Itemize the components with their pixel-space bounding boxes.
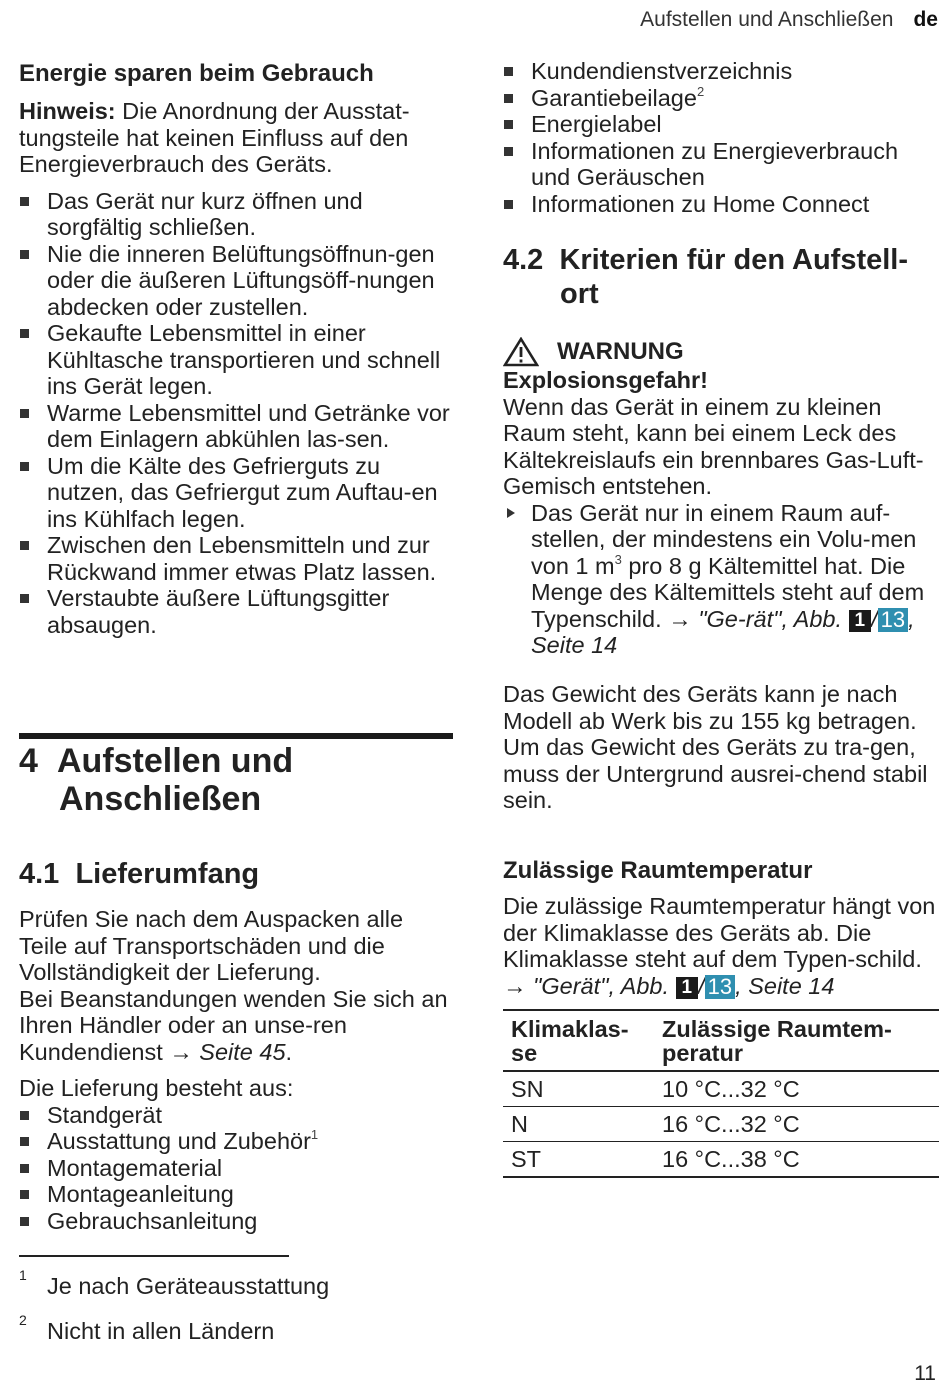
item-text: Montagematerial xyxy=(47,1154,223,1181)
warning-label: WARNUNG xyxy=(557,337,684,365)
list-item: Um die Kälte des Gefrierguts zu nutzen, das Gefriergut zum Auftau-en ins Kühlfach legen. xyxy=(19,453,455,533)
running-header xyxy=(640,8,938,32)
reference-text: "Gerät", Abb. xyxy=(533,972,676,999)
table-cell: SN xyxy=(511,1076,544,1102)
table-cell: 16 °C...32 °C xyxy=(662,1111,800,1137)
delivery-para2 xyxy=(19,986,455,1066)
list-item: Zwischen den Lebensmitteln und zur Rückwand immer etwas Platz lassen. xyxy=(19,532,455,585)
table-row xyxy=(503,1107,939,1142)
energy-heading: Energie sparen beim Gebrauch xyxy=(19,60,374,87)
weight-para2: Um das Gewicht des Geräts zu tra-gen, muss der Untergrund ausrei-chend stabil sein. xyxy=(503,734,928,813)
warning-text: Wenn das Gerät in einem zu kleinen Raum steht, kann bei einem Leck des Kältekreislaufs ein brennbares Gas-Luft-Gemisch entstehen. xyxy=(503,393,924,499)
warning-subtitle: Explosionsgefahr! xyxy=(503,367,709,393)
table-header-row xyxy=(503,1010,939,1071)
item-text: Kundendienstverzeichnis xyxy=(531,58,793,84)
figure-item-badge: 13 xyxy=(705,975,735,999)
room-temp-body: Die zulässige Raumtemperatur hängt von der Klimaklasse des Geräts ab. Die Klimaklasse steht auf dem Typen-schild. xyxy=(503,893,936,972)
table-cell: ST xyxy=(511,1146,542,1172)
page-number: 11 xyxy=(914,1362,936,1385)
para2-end: . xyxy=(285,1038,293,1065)
footnote-rule xyxy=(19,1255,289,1257)
item-text: Garantiebeilage xyxy=(531,84,697,111)
footnote-marker: 2 xyxy=(696,83,705,99)
arrow-icon: → xyxy=(668,605,692,632)
reference-page: , Seite 14 xyxy=(735,972,835,999)
action-text: pro 8 g Kältemittel hat. Die Menge des Kältemittels steht auf dem Typenschild. xyxy=(531,552,925,632)
delivery-section xyxy=(19,906,455,1234)
delivery-para1: Prüfen Sie nach dem Auspacken alle Teile auf Transportschäden und die Vollständigkeit der Lieferung. xyxy=(19,906,404,985)
item-text: Informationen zu Energieverbrauch und Geräuschen xyxy=(531,137,899,190)
section-title-line1: Kriterien für den Aufstell- xyxy=(559,244,909,276)
warning-title xyxy=(503,337,941,367)
delivery-contents-continued xyxy=(503,58,941,217)
figure-item-badge: 13 xyxy=(878,608,908,632)
footnote-number: 1 xyxy=(19,1267,27,1283)
arrow-icon: → xyxy=(169,1038,193,1065)
list-item xyxy=(503,85,941,112)
list-item xyxy=(19,1181,455,1208)
energy-saving-section xyxy=(19,60,455,638)
para2-text: Bei Beanstandungen wenden Sie sich an Ihren Händler oder an unse-ren Kundendienst xyxy=(19,985,448,1065)
list-item xyxy=(503,111,941,138)
section-title-criteria xyxy=(503,243,943,311)
warning-triangle-icon xyxy=(503,337,539,367)
footnote-number: 2 xyxy=(19,1312,27,1328)
item-text: Ausstattung und Zubehör xyxy=(47,1128,311,1154)
arrow-icon: → xyxy=(503,972,527,999)
action-text: Das Gerät nur in einem Raum auf-stellen, der mindestens ein Volu-men von 1 m xyxy=(531,499,917,579)
section-number: 4.2 xyxy=(503,244,544,276)
room-temp-text xyxy=(503,893,941,999)
figure-reference-link[interactable] xyxy=(533,973,834,999)
page-reference-link[interactable]: Seite 45 xyxy=(199,1038,286,1065)
section-title-delivery xyxy=(19,857,259,891)
chapter-title-line2: Anschließen xyxy=(59,780,262,818)
table-cell: 16 °C...38 °C xyxy=(662,1146,800,1172)
list-item: Verstaubte äußere Lüftungsgitter absaugen. xyxy=(19,585,455,638)
reference-text: "Ge-rät", Abb. xyxy=(698,605,849,632)
section-number: 4.1 xyxy=(19,858,60,890)
delivery-contents-list xyxy=(19,1102,455,1235)
delivery-contents-list-continued xyxy=(503,58,941,217)
table-row xyxy=(503,1142,939,1178)
reference-page: , Seite 14 xyxy=(531,605,915,658)
chapter-title-line1: Aufstellen und xyxy=(57,742,294,780)
list-item xyxy=(19,1102,455,1129)
item-text: Gebrauchsanleitung xyxy=(47,1207,258,1234)
header-title: Aufstellen und Anschließen xyxy=(640,8,894,31)
section-title-line2: ort xyxy=(560,278,599,310)
room-temp-heading: Zulässige Raumtemperatur xyxy=(503,857,813,884)
footnote-text: Nicht in allen Ländern xyxy=(47,1318,275,1344)
room-temperature-section xyxy=(503,857,941,1178)
list-item xyxy=(503,191,941,218)
item-text: Informationen zu Home Connect xyxy=(531,190,870,217)
footnote xyxy=(19,1312,275,1345)
footnote-marker: 1 xyxy=(310,1127,319,1142)
list-item xyxy=(503,500,941,659)
figure-number-badge: 1 xyxy=(676,977,699,999)
list-item xyxy=(19,1208,455,1235)
weight-para1: Das Gewicht des Geräts kann je nach Modell ab Werk bis zu 155 kg betragen. xyxy=(503,681,917,734)
footnote xyxy=(19,1267,330,1300)
list-item: Nie die inneren Belüftungsöffnun-gen oder die äußeren Lüftungsöff-nungen abdecken oder zustellen. xyxy=(19,241,455,321)
list-item xyxy=(19,1155,455,1182)
note-label: Hinweis: xyxy=(19,98,116,124)
note-text: Die Anordnung der Ausstat-tungsteile hat keinen Einfluss auf den Energieverbrauch des Geräts. xyxy=(19,98,410,177)
item-text: Montageanleitung xyxy=(47,1181,234,1207)
chapter-title xyxy=(19,742,293,818)
warning-block xyxy=(503,337,941,659)
table-cell: N xyxy=(511,1111,528,1137)
table-row xyxy=(503,1071,939,1107)
contents-intro: Die Lieferung besteht aus: xyxy=(19,1075,294,1101)
chapter-number: 4 xyxy=(19,742,38,780)
separator: / xyxy=(698,972,705,999)
chapter-rule xyxy=(19,733,453,739)
section-title: Lieferumfang xyxy=(75,858,260,890)
item-text: Standgerät xyxy=(47,1101,162,1128)
list-item: Das Gerät nur kurz öffnen und sorgfältig schließen. xyxy=(19,188,455,241)
table-cell: 10 °C...32 °C xyxy=(662,1076,800,1102)
list-item xyxy=(503,138,941,191)
separator: / xyxy=(871,605,878,632)
energy-tips-list xyxy=(19,188,455,639)
energy-note xyxy=(19,98,455,178)
list-item xyxy=(503,58,941,85)
column-header: Klimaklas-se xyxy=(511,1016,629,1066)
language-code: de xyxy=(913,8,938,31)
superscript: 3 xyxy=(614,551,622,567)
figure-number-badge: 1 xyxy=(849,610,872,632)
list-item: Warme Lebensmittel und Getränke vor dem Einlagern abkühlen las-sen. xyxy=(19,400,455,453)
item-text: Energielabel xyxy=(531,111,662,137)
warning-actions xyxy=(503,500,941,659)
list-item xyxy=(19,1128,455,1155)
column-header: Zulässige Raumtem-peratur xyxy=(662,1016,892,1066)
list-item: Gekaufte Lebensmittel in einer Kühltasche transportieren und schnell ins Gerät legen. xyxy=(19,320,455,400)
climate-class-table xyxy=(503,1009,939,1178)
weight-section xyxy=(503,681,941,814)
footnote-text: Je nach Geräteausstattung xyxy=(47,1273,330,1299)
